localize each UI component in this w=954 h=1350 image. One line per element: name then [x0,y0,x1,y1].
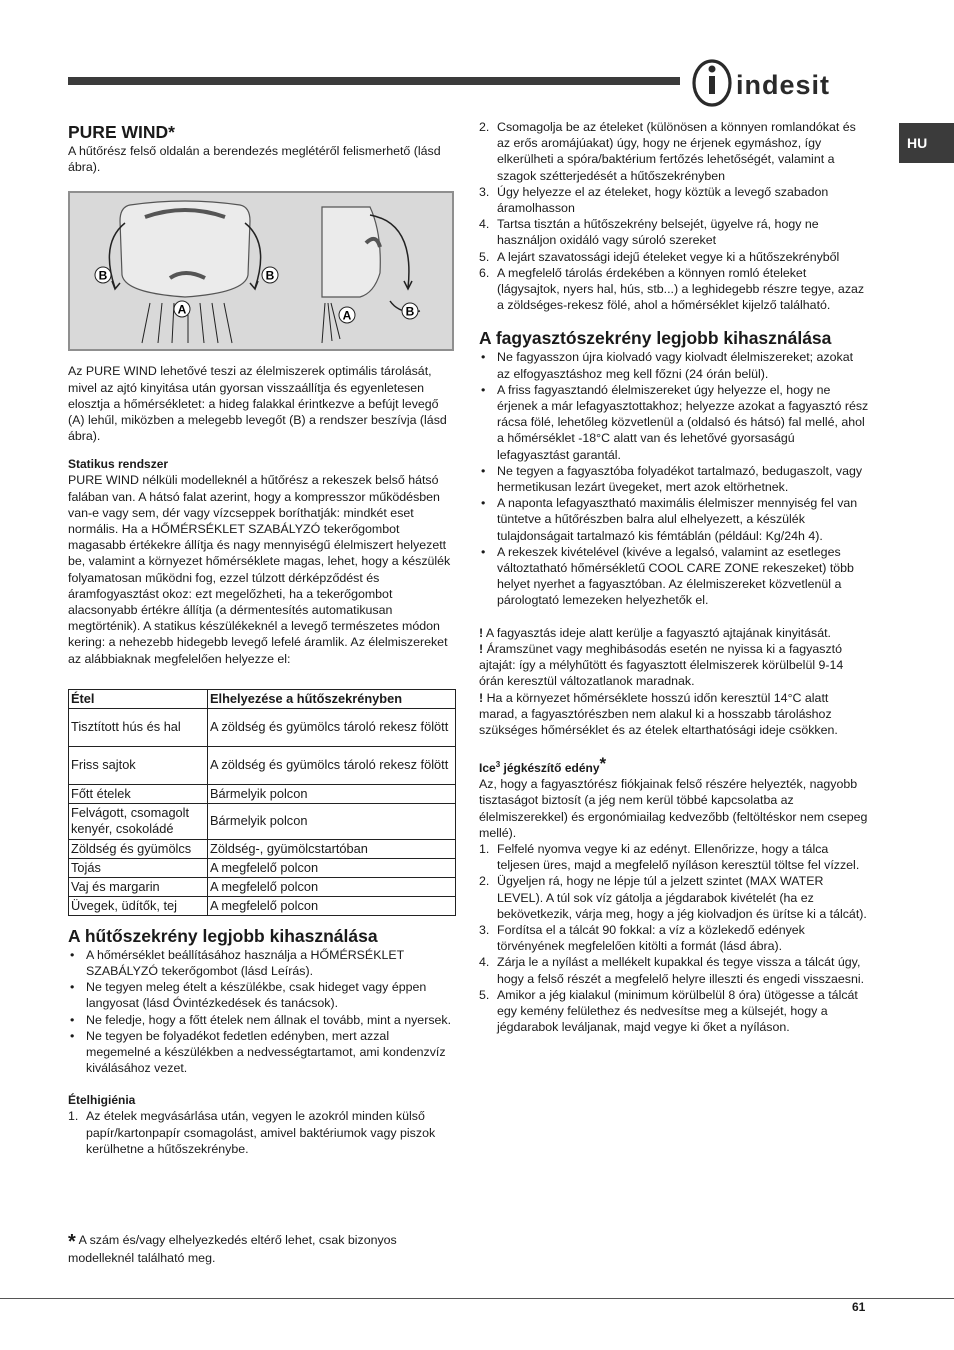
ice-maker-steps [479,841,869,1035]
list-item: • Ne feledje, hogy a főtt ételek nem állnak el tovább, mint a nyersek. [68,1012,456,1028]
food-hygiene-title: Ételhigiénia [68,1093,136,1108]
table-cell: A zöldség és gyümölcs tároló rekesz fölött [208,746,456,784]
warning-item [479,641,869,690]
food-hygiene-list [68,1108,456,1157]
fridge-best-use-list [68,947,456,1077]
list-item: • Ne tegyen a fagyasztóba folyadékot tartalmazó, bedugaszolt, vagy hermetikusan lezárt üvegeket, mert azok eltörhetnek. [479,463,869,495]
list-item [479,873,869,922]
list-text: Ügyeljen rá, hogy ne lépje túl a jelzett szintet (MAX WATER LEVEL). A túl sok víz gátolja a jégdarabok kivételét (ha ez bekövetkezik, várja meg, hogy a jég kiolvadjon és ürítse ki a tálcát). [497,874,867,921]
list-item: • Ne tegyen be folyadékot fedetlen edényben, mert azzal megemelné a készülékben a nedvességtartamot, ami kondenzvíz kiválásához vezet. [68,1028,456,1077]
table-cell: A megfelelő polcon [208,877,456,896]
list-text: A lejárt szavatossági idejű ételeket vegye ki a hűtőszekrényből [497,249,840,264]
svg-text:indesit: indesit [736,70,831,100]
footnote [68,1232,456,1266]
warning-item [479,625,869,641]
list-item [68,1108,456,1157]
list-number: 6. [479,265,490,280]
freezer-best-use-list [479,349,869,608]
svg-text:B: B [265,268,275,283]
page-number: 61 [852,1300,866,1314]
table-row [69,784,456,803]
table-row [69,708,456,746]
list-number: 3. [479,184,490,199]
left-column [68,122,456,1157]
footer-rule [0,1298,954,1299]
list-number: 4. [479,217,490,232]
list-number: 1. [68,1109,79,1124]
list-item [479,841,869,873]
table-cell: Vaj és margarin [69,877,208,896]
list-item [479,216,869,248]
table-cell: Üvegek, üdítők, tej [69,896,208,915]
table-cell: Tojás [69,858,208,877]
food-hygiene-list-continued [479,119,869,313]
table-cell: A megfelelő polcon [208,896,456,915]
list-text: Felfelé nyomva vegye ki az edényt. Ellenőrizze, hogy a tálca teljesen üres, majd a megfelelő nyíláson keresztül töltse fel vízzel. [497,841,860,873]
warning-item [479,690,869,739]
pure-wind-intro: A hűtőrész felső oldalán a berendezés meglétéről felismerhető (lásd ábra). [68,144,441,175]
list-number: 5. [479,249,490,264]
list-text: Amikor a jég kialakul (minimum körülbelül 8 óra) ütögesse a tálcát egy kemény felülethez és nedvesítse meg a külsejét, hogy a jégdarabok leváljanak, majd vegye ki őket a nyíláson. [497,987,858,1035]
static-system-title: Statikus rendszer [68,457,169,472]
svg-text:B: B [98,268,108,283]
food-placement-table [68,689,456,916]
list-number: 4. [479,955,490,970]
svg-text:A: A [177,302,187,317]
list-item [479,265,869,314]
list-text: Csomagolja be az ételeket (különösen a könnyen romlandókat és az erős aromájúakat) úgy, hogy ne érjenek egymáshoz, így elkerülheti a spóra/baktérium fertőzés lehetőségét, valamint a szagok szétterjedését a hűtőszekrényben [497,120,856,183]
list-text: Az ételek megvásárlása után, vegyen le azokról minden külső papír/kartonpapír csomagolást, amivel baktériumok vagy piszok kerülhetne a hűtőszekrénybe. [86,1109,436,1156]
freezer-warnings [479,625,869,738]
list-number: 3. [479,922,490,937]
table-row [69,858,456,877]
right-column [479,119,869,1035]
list-item: • A hőmérséklet beállításához használja a HŐMÉRSÉKLET SZABÁLYZÓ tekerőgombot (lásd Leírás). [68,947,456,979]
freezer-best-use-title: A fagyasztószekrény legjobb kihasználása [479,328,832,349]
table-cell: Zöldség-, gyümölcstartóban [208,839,456,858]
indesit-logo [690,56,870,108]
list-text: A megfelelő tárolás érdekében a könnyen romló ételeket (lágysajtok, nyers hal, hús, stb...) a leghidegebb részre tegye, azaz a zöldséges-rekesz fölé, ahol a hőmérséklet kijelző található. [497,265,865,313]
list-text: Fordítsa el a tálcát 90 fokkal: a víz a közlekedő edények törvényének megfelelően kitölti a formát (lásd ábra). [497,922,805,954]
svg-text:B: B [405,304,415,319]
table-row [69,877,456,896]
ice-maker-intro: Az, hogy a fagyasztórész fiókjainak felső részére helyezték, nagyobb tisztaságot biztosít (a jég nem kerül többé kapcsolatba az élelmiszerekkel) és ergonómiailag kedvezőbb (feltöltéskor nem csepeg mellé). [479,777,868,840]
pure-wind-title: PURE WIND* [68,122,175,142]
table-cell: Bármelyik polcon [208,803,456,839]
svg-text:A: A [342,308,352,323]
warning-mark: ! [479,625,484,640]
table-row [69,896,456,915]
table-cell: Friss sajtok [69,746,208,784]
list-item [479,922,869,954]
warning-mark: ! [479,690,484,705]
table-header-placement: Elhelyezése a hűtőszekrényben [208,689,456,708]
table-header-food: Étel [69,689,208,708]
table-header-row [69,689,456,708]
list-text: Tartsa tisztán a hűtőszekrény belsejét, ügyelve rá, hogy ne használjon oxidáló vagy súroló szereket [497,217,819,248]
table-cell: Főtt ételek [69,784,208,803]
footnote-star: * [68,1231,76,1253]
warning-text: Ha a környezet hőmérséklete hosszú időn keresztül 14°C alatt marad, a fagyasztórészben nem alakul ki a hosszabb tároláshoz szükséges hőmérséklet és az ételek eltarthatósági ideje csökken. [479,690,838,737]
warning-text: Áramszünet vagy meghibásodás esetén ne nyissa ki a fagyasztó ajtaját: így a mélyhűtött és fagyasztott élelmiszerek körülbelül 9-14 órán keresztül változatlanok maradnak. [479,641,844,689]
ice-maker-title: Ice$^3$ jégkészítő edény* [479,754,607,776]
list-text: Zárja le a nyílást a mellékelt kupakkal és tegye vissza a tálcát úgy, hogy a felső részét a megfelelő helyre illeszti és engedi visszaesni. [497,955,865,986]
list-item: • A rekeszek kivételével (kivéve a legalsó, valamint az esetleges változtatható hőmérsékletű COOL CARE ZONE rekeszeket) több helyet nyerhet a fagyasztóban. Az élelmiszereket közvetlenül a párologtató lemezeken helyezhetők el. [479,544,869,609]
list-item: • A friss fagyasztandó élelmiszereket úgy helyezze el, hogy ne érjenek a már lefagyasztottakhoz; helyezze azokat a fagyasztó rész rácsa fölé, lehetőleg közvetlenül a (oldalsó és hátsó) fal mellé, ahol a hőmérséklet -18°C alatt van és lehetővé gyorsaságú lefagyasztást garantál. [479,382,869,463]
table-cell: Bármelyik polcon [208,784,456,803]
language-tab: HU [899,123,954,163]
pure-wind-figure [68,191,454,351]
list-number: 1. [479,841,490,856]
warning-text: A fagyasztás ideje alatt kerülje a fagyasztó ajtajának kinyitását. [485,625,831,640]
list-item [479,249,869,265]
list-item [479,987,869,1036]
table-row [69,803,456,839]
table-row [69,746,456,784]
static-system-text: PURE WIND nélküli modelleknél a hűtőrész a rekeszek belső hátsó falában van. A hátsó falat azerint, hogy a kompresszor működésben van-e vagy sem, dér vagy vízcseppek boríthatják: mindkét eset normális. Ha a HŐMÉRSÉKLET SZABÁLYZÓ tekerőgombot magasabb értékekre állítja és nagy mennyiségű élelmiszert helyezett be, valamint a környezet hőmérséklete magas, lehet, hogy a készülék folyamatosan működni fog, ezzel túlzott dérképződést és áramfogyasztást okoz: ezt megelőzheti, ha a tekerőgombot alacsonyabb értékre állítja (a dérmentesítés automatikusan megtörténik). A statikus készülékeknél a levegő természetes módon kering: a nehezebb hidegebb levegő lefelé áramlik. Az élelmiszereket az alábbiaknak megfelelően helyezze el: [68,473,451,666]
table-cell: Tisztított hús és hal [69,708,208,746]
list-item: • Ne tegyen meleg ételt a készülékbe, csak hideget vagy éppen langyosat (lásd Óvintézkedések és tanácsok). [68,979,456,1011]
table-row [69,839,456,858]
warning-mark: ! [479,641,484,656]
table-cell: Felvágott, csomagolt kenyér, csokoládé [69,803,208,839]
list-number: 2. [479,120,490,134]
list-number: 2. [479,874,490,889]
list-text: Úgy helyezze el az ételeket, hogy köztük a levegő szabadon áramolhasson [497,184,829,216]
table-cell: A megfelelő polcon [208,858,456,877]
list-item [479,954,869,986]
table-cell: Zöldség és gyümölcs [69,839,208,858]
list-item: • A naponta lefagyasztható maximális élelmiszer mennyiség fel van tüntetve a hűtőrészben balra alul elhelyezett, a készülék tulajdonságait tartalmazó kis fémtáblán (például: Kg/24h 4). [479,495,869,544]
header-bar [68,77,680,85]
table-cell: A zöldség és gyümölcs tároló rekesz fölött [208,708,456,746]
list-number: 5. [479,987,490,1002]
list-item: • Ne fagyasszon újra kiolvadó vagy kiolvadt élelmiszereket; azokat az elfogyasztáshoz meg kell főzni (24 órán belül). [479,349,869,381]
footnote-text: A szám és/vagy elhelyezkedés eltérő lehet, csak bizonyos modelleknél található meg. [68,1233,397,1266]
list-item [479,119,869,184]
airflow-diagram [70,193,452,349]
fridge-best-use-title: A hűtőszekrény legjobb kihasználása [68,925,378,946]
list-item [479,184,869,216]
pure-wind-description: Az PURE WIND lehetővé teszi az élelmiszerek optimális tárolását, mivel az ajtó kinyitása után gyorsan visszaállítja és egyenletesen elosztja a hőmérsékletet: a hideg falakkal érintkezve a befújt levegő (A) lehűl, miközben a melegebb levegőt (B) a rendszer beszívja (lásd ábra). [68,364,447,444]
